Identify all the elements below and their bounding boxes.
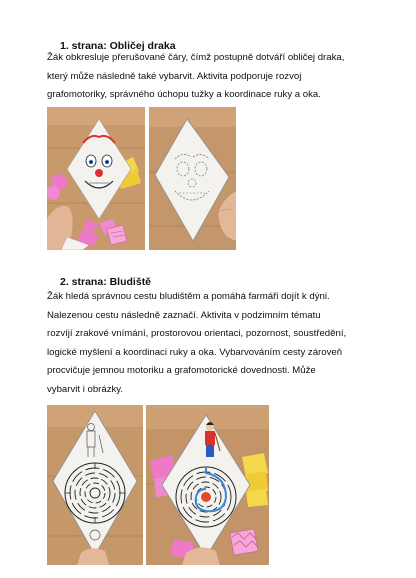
section-2-paragraph [47, 288, 346, 399]
paragraph-line: vybarvit i obrázky. [47, 383, 124, 395]
paragraph-line: Žák hledá správnou cestu bludištěm a pomáhá farmáři dojít k dýni. [47, 291, 330, 302]
section-1-paragraph [47, 49, 344, 105]
paragraph-line: Žák obkresluje přerušované čáry, čímž postupně dotváří obličej draka, [47, 52, 345, 63]
photo-colored-kite-face [47, 107, 145, 250]
paragraph-line: Nalezenou cestu následně zaznačí. Aktivita v podzimním tématu [47, 309, 321, 321]
section-2-heading: 2. strana: Bludiště [60, 276, 152, 288]
photo-uncolored-maze-kite [47, 405, 143, 565]
paragraph-line: grafomotoriky, správného úchopu tužky a koordinace ruky a oka. [47, 89, 321, 100]
paragraph-line: procvičuje jemnou motoriku a grafomotorické dovednosti. Může [47, 365, 316, 376]
paragraph-line: rozvíjí zrakové vnímání, prostorovou orientaci, pozornost, soustředění, [47, 328, 347, 339]
photo-uncolored-kite-face [149, 107, 236, 250]
photo-colored-maze-kite [146, 405, 269, 565]
paragraph-line: který může následně také vybarvit. Aktivita podporuje rozvoj [47, 70, 302, 82]
paragraph-line: logické myšlení a koordinaci ruky a oka. Vybarvováním cesty zároveň [47, 346, 343, 358]
section-1-heading: 1. strana: Obličej draka [60, 40, 176, 52]
